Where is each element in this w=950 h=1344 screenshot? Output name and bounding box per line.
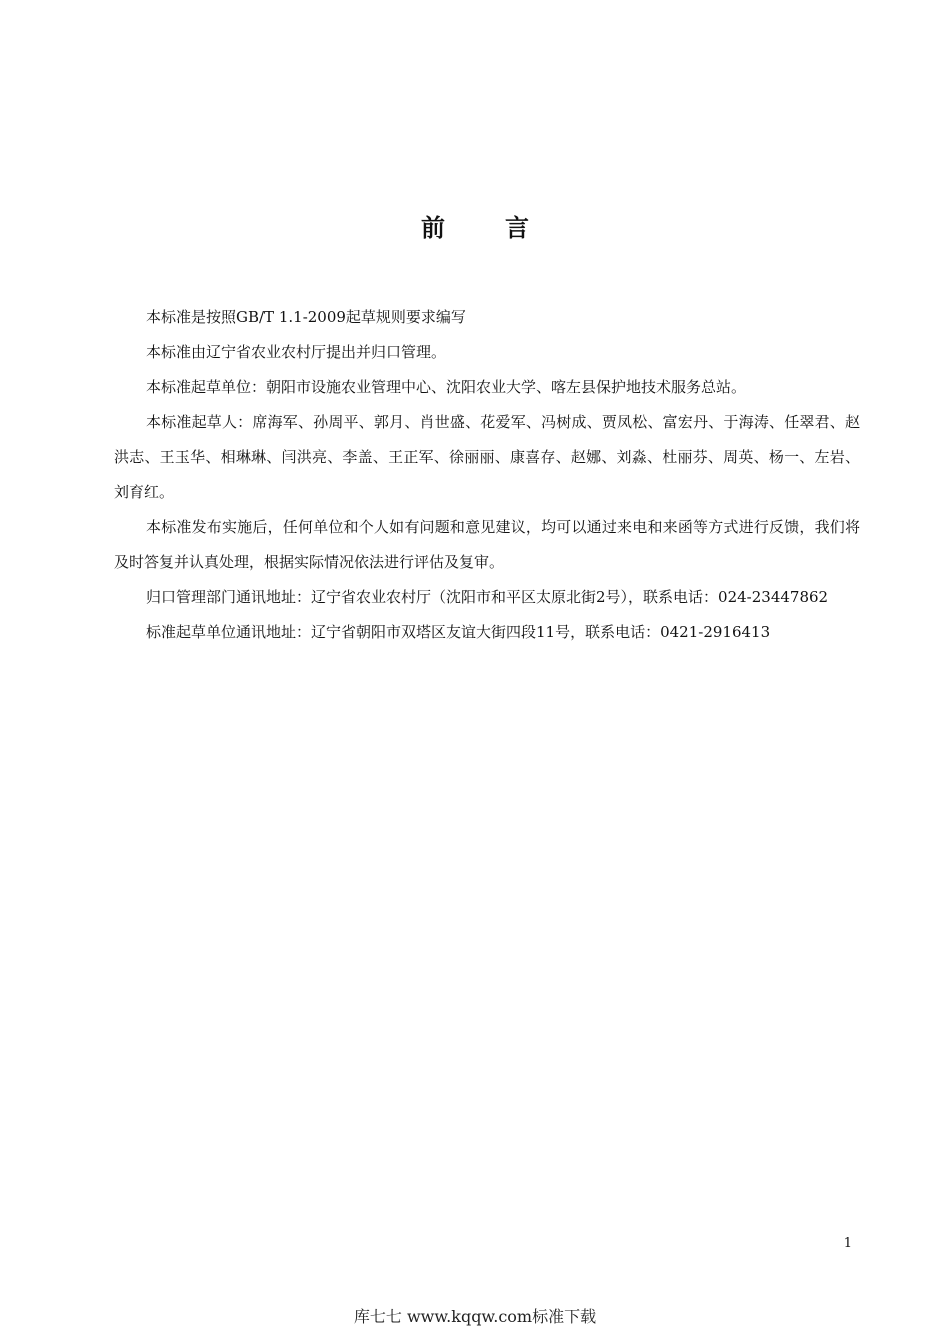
paragraph-drafters: 本标准起草人：席海军、孙周平、郭月、肖世盛、花爱军、冯树成、贾凤松、富宏丹、于海涛、任翠君、赵洪志、王玉华、相琳琳、闫洪亮、李盖、王正军、徐丽丽、康喜存、赵娜、刘淼、杜丽芬、周英、杨一、左岩、刘育红。 [114, 413, 860, 501]
page-title [0, 208, 950, 243]
paragraph-drafting-rules: 本标准是按照GB/T 1.1-2009起草规则要求编写 [146, 308, 466, 326]
title-char-2: 言 [505, 214, 529, 242]
paragraph-drafting-address: 标准起草单位通讯地址：辽宁省朝阳市双塔区友谊大街四段11号，联系电话：0421-2916413 [146, 623, 771, 641]
paragraph-proposer: 本标准由辽宁省农业农村厅提出并归口管理。 [146, 343, 447, 361]
paragraph-feedback: 本标准发布实施后，任何单位和个人如有问题和意见建议，均可以通过来电和来函等方式进行反馈，我们将及时答复并认真处理，根据实际情况依法进行评估及复审。 [114, 518, 860, 571]
foreword-body [114, 300, 860, 650]
footer-watermark: 库七七 www.kqqw.com标准下载 [353, 1307, 597, 1326]
paragraph-management-address: 归口管理部门通讯地址：辽宁省农业农村厅（沈阳市和平区太原北街2号），联系电话：024-23447862 [146, 588, 829, 606]
page-number: 1 [843, 1236, 852, 1251]
paragraph-drafting-units: 本标准起草单位：朝阳市设施农业管理中心、沈阳农业大学、喀左县保护地技术服务总站。 [146, 378, 747, 396]
title-char-1: 前 [421, 214, 445, 242]
